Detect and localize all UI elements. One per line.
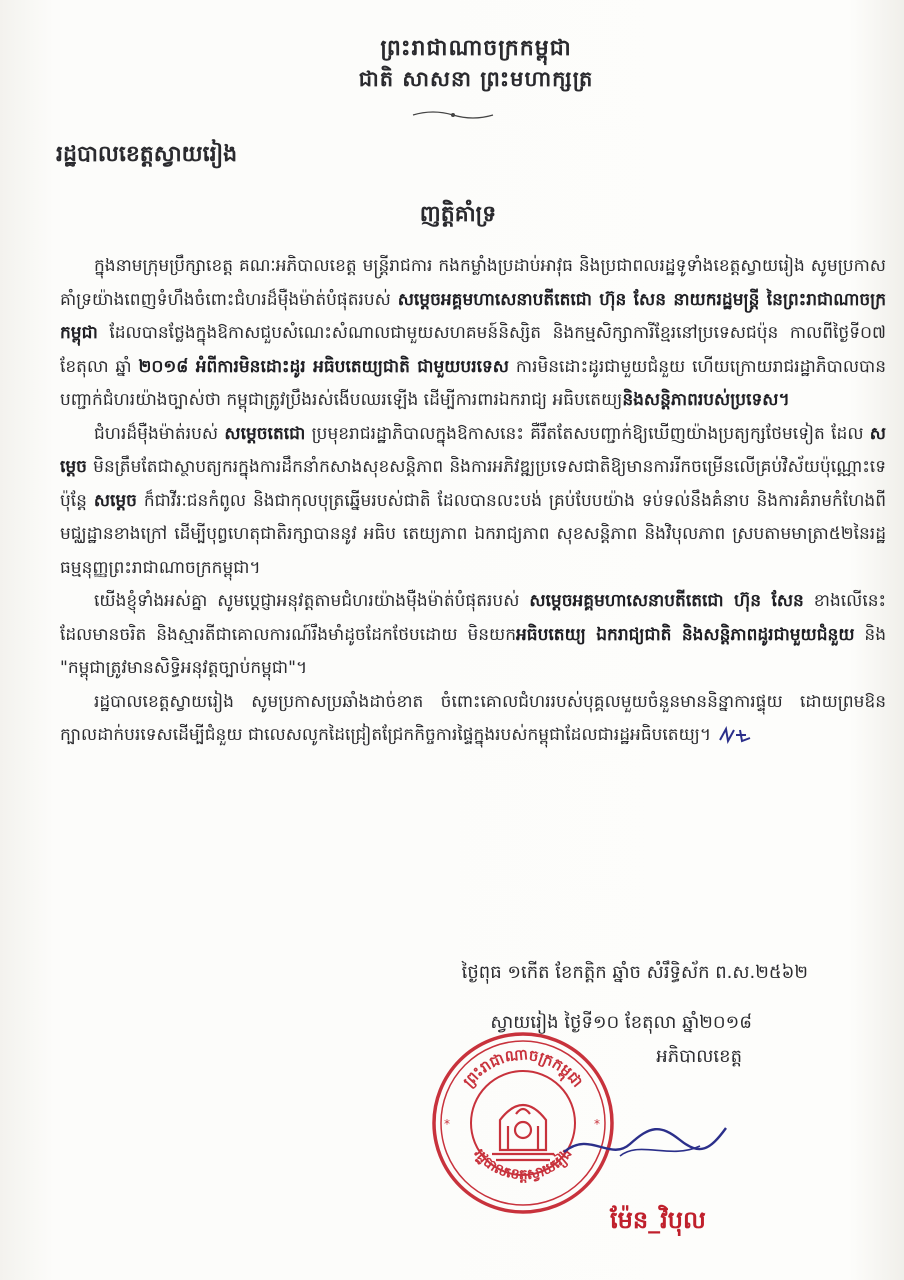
paragraph-4 [60, 686, 886, 753]
paragraph-text: និង "កម្ពុជាត្រូវមានសិទ្ធិអនុវត្តច្បាប់កម្ពុជា"។ [60, 624, 886, 678]
bold-phrase: សម្តេចអគ្គមហាសេនាបតីតេជោ ហ៊ុន សែន នាយករដ្ឋមន្ត្រី នៃព្រះរាជាណាចក្រកម្ពុជា [60, 289, 886, 343]
document-body [60, 250, 886, 753]
paragraph-text: ខាងលើនេះ ដែលមានចរិត និងស្មារតីជាគោលការណ៍រឹងមាំដូចដែកថែបដោយ មិនយក [60, 591, 886, 645]
kingdom-heading: ព្រះរាជាណាចក្រកម្ពុជា [380, 36, 572, 61]
document-title: ញត្តិគាំទ្រ [419, 202, 497, 227]
ornament-divider-icon [408, 108, 498, 122]
svg-text:ព្រះរាជាណាចក្រកម្ពុជា [459, 1045, 586, 1090]
bold-phrase: អធិបតេយ្យ ឯករាជ្យជាតិ និងសន្តិភាពដូរជាមួយជំនួយ [516, 624, 855, 645]
bold-phrase: សម្តេច [93, 490, 137, 511]
bold-phrase: សម្តេច [60, 423, 886, 477]
svg-text:*: * [444, 1117, 450, 1131]
signatory-name: ម៉ែន_វិបុល [610, 1206, 706, 1234]
seal-top-text: ព្រះរាជាណាចក្រកម្ពុជា [459, 1045, 587, 1091]
paragraph-text: ដែលបានថ្លែងក្នុងឱកាសជួបសំណេះសំណាលជាមួយសហគមន៍និស្សិត និងកម្មសិក្សាការីខ្មែរនៅប្រទេសជប៉ុន កាលពីថ្ងៃទី០៧ ខែតុលា ឆ្នាំ [60, 323, 886, 377]
paragraph-text: រដ្ឋបាលខេត្តស្វាយរៀង សូមប្រកាសប្រឆាំងដាច់ខាត ចំពោះគោលជំហររបស់បុគ្គលមួយចំនួនមាននិន្នាការផ្ទុយ ដោយព្រមឱនក្បាលដាក់បរទេសដើម្បីជំនួយ ជាលេសលូកដៃជ្រៀតជ្រែកកិច្ចការផ្ទៃក្នុងរបស់កម្ពុជាដែលជារដ្ឋអធិបតេយ្យ។ [60, 691, 886, 745]
seal-bottom-text: រដ្ឋបាលខេត្តស្វាយរៀង [470, 1145, 576, 1184]
paragraph-text: ក៏ជាវីរៈជនកំពូល និងជាកុលបុត្រឆ្នើមរបស់ជាតិ ដែលបានលះបង់ គ្រប់បែបយ៉ាង ទប់ទល់នឹងគំនាប និងការគំរាមកំហែងពីមជ្ឈដ្ឋានខាងក្រៅ ដើម្បីបុព្វហេតុជាតិរក្សាបាននូវ អធិប តេយ្យភាព ឯករាជ្យភាព សុខសន្តិភាព និងវិបុលភាព ស្របតាមមាត្រា៥២នៃរដ្ឋធម្មនុញ្ញព្រះរាជាណាចក្រកម្ពុជា។ [60, 490, 886, 578]
initials-mark-icon [716, 726, 754, 744]
national-motto: ជាតិ សាសនា ព្រះមហាក្សត្រ [358, 67, 594, 91]
solar-date: ស្វាយរៀង ថ្ងៃទី១០ ខែតុលា ឆ្នាំ២០១៨ [490, 1012, 752, 1033]
paragraph-2 [60, 418, 886, 586]
paragraph-text: ក្នុងនាមក្រុមប្រឹក្សាខេត្ត គណៈអភិបាលខេត្ត មន្ត្រីរាជការ កងកម្លាំងប្រដាប់អាវុធ និងប្រជាពលរដ្ឋទូទាំងខេត្តស្វាយរៀង សូមប្រកាសគាំទ្រយ៉ាងពេញទំហឹងចំពោះជំហរដ៏មុឺងម៉ាត់បំផុតរបស់ [60, 256, 886, 310]
paragraph-text: ជំហរដ៏មុឺងម៉ាត់របស់ [94, 423, 225, 444]
bold-phrase: សម្តេចអគ្គមហាសេនាបតីតេជោ ហ៊ុន សែន [529, 591, 804, 611]
lunar-date: ថ្ងៃពុធ ១កើត ខែកត្ដិក ឆ្នាំច សំរឹទ្ធិស័ក ព.ស.២៥៦២ [461, 962, 808, 983]
bold-phrase: ២០១៨ អំពីការមិនដោះដូរ អធិបតេយ្យជាតិ ជាមួយបរទេស [138, 356, 509, 377]
svg-text:*: * [594, 1117, 600, 1131]
paragraph-3 [60, 585, 886, 686]
issuing-authority: រដ្ឋបាលខេត្តស្វាយរៀង [56, 142, 238, 167]
signatory-position: អភិបាលខេត្ត [656, 1046, 742, 1067]
paragraph-text: មិនត្រឹមតែជាស្ថាបត្យករក្នុងការដឹកនាំកសាងសុខសន្តិភាព និងការអភិវឌ្ឍប្រទេសជាតិឱ្យមានការរីកចម្រើនលើគ្រប់វិស័យប៉ុណ្ណោះទេ ប៉ុន្តែ [60, 457, 886, 511]
paragraph-text: ការមិនដោះដូរជាមួយជំនួយ ហើយក្រោយរាជរដ្ឋាភិបាលបានបញ្ជាក់ជំហរយ៉ាងច្បាស់ថា កម្ពុជាត្រូវប្រឹងរស់ងើបឈរឡើង ដើម្បីការពារឯករាជ្យ អធិបតេយ្យ [60, 356, 886, 410]
paragraph-text: យើងខ្ញុំទាំងអស់គ្នា សូមប្តេជ្ញាអនុវត្តតាមជំហរយ៉ាងមុឺងម៉ាត់បំផុតរបស់ [94, 591, 530, 611]
paragraph-text: ប្រមុខរាជរដ្ឋាភិបាលក្នុងឱកាសនេះ គឺរឹតតែសបញ្ជាក់ឱ្យឃើញយ៉ាងប្រត្យក្សថែមទៀត ដែល [305, 423, 870, 444]
bold-phrase: និងសន្តិភាពរបស់ប្រទេស។ [622, 390, 790, 410]
paragraph-1 [60, 250, 886, 418]
governor-signature-icon [560, 1110, 730, 1170]
bold-phrase: សម្តេចតេជោ [224, 423, 306, 444]
